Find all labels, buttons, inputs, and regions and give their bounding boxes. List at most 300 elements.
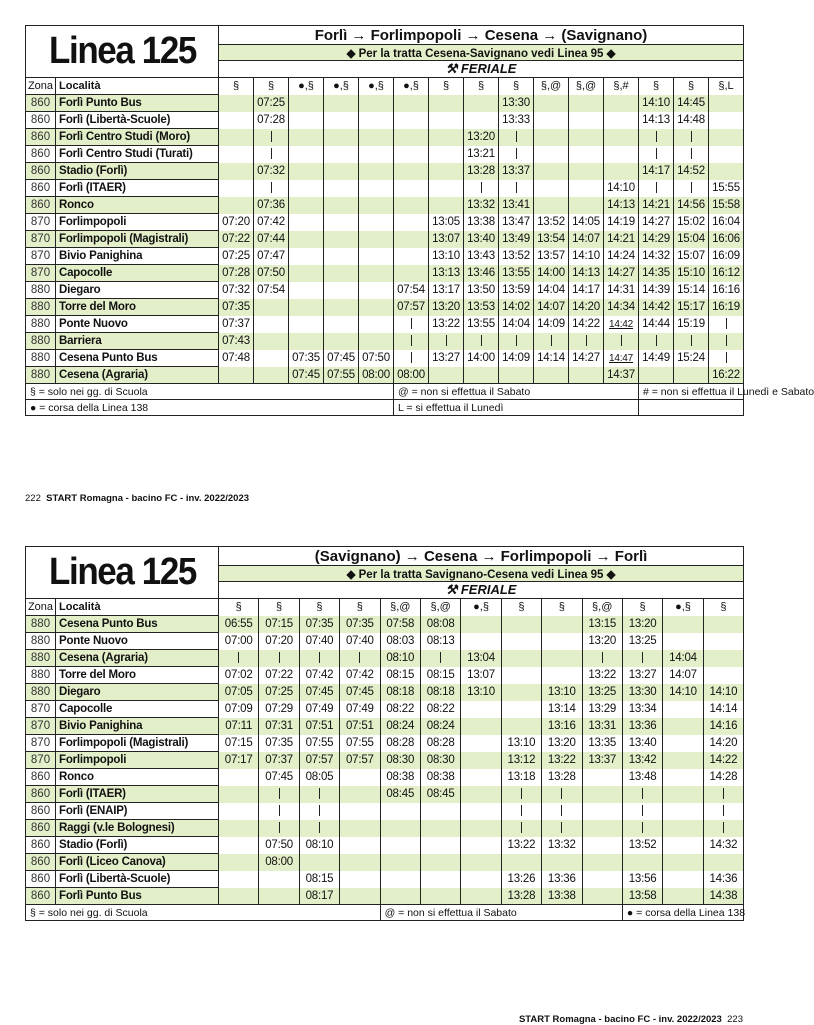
- service-symbol-7: §: [429, 78, 464, 95]
- stop-row: [26, 752, 744, 769]
- departure-time: 14:22: [569, 316, 604, 333]
- service-symbol-11: §: [622, 599, 662, 616]
- empty-cell: [289, 265, 324, 282]
- empty-cell: [219, 163, 254, 180]
- stop-row: [26, 112, 744, 129]
- empty-cell: [394, 214, 429, 231]
- departure-time: 13:40: [622, 735, 662, 752]
- departure-time: 13:07: [429, 231, 464, 248]
- empty-cell: [324, 197, 359, 214]
- empty-cell: [340, 871, 380, 888]
- empty-cell: [289, 316, 324, 333]
- page-number: 222: [25, 493, 41, 504]
- footnote-linea-138: ● = corsa della Linea 138: [26, 400, 394, 416]
- departure-time: 13:16: [542, 718, 582, 735]
- empty-cell: [604, 129, 639, 146]
- empty-cell: [663, 769, 703, 786]
- line-title: Linea 125: [33, 26, 211, 78]
- empty-cell: [429, 180, 464, 197]
- stop-name: Ponte Nuovo: [56, 633, 219, 650]
- stop-row: [26, 95, 744, 112]
- departure-time: 07:51: [340, 718, 380, 735]
- departure-time: 14:05: [569, 214, 604, 231]
- departure-time: 14:07: [569, 231, 604, 248]
- stop-row: [26, 282, 744, 299]
- empty-cell: [380, 837, 420, 854]
- pass-through-bar: [691, 148, 692, 159]
- departure-time: 14:10: [703, 684, 743, 701]
- page-number: 223: [727, 1014, 743, 1025]
- stop-name: Forlì Centro Studi (Turati): [56, 146, 219, 163]
- zona-cell: 860: [26, 854, 56, 871]
- departure-time: 08:38: [380, 769, 420, 786]
- zona-cell: 880: [26, 299, 56, 316]
- zona-cell: 880: [26, 367, 56, 384]
- empty-cell: [534, 180, 569, 197]
- pass-through-marker: [299, 803, 339, 820]
- page-footer-right: [519, 1014, 743, 1025]
- pass-through-marker: [394, 350, 429, 367]
- departure-time: 07:17: [219, 752, 259, 769]
- departure-time: 07:35: [299, 616, 339, 633]
- line-title: Linea 125: [33, 547, 211, 599]
- stop-name: Cesena (Agraria): [56, 367, 219, 384]
- departure-time: 13:13: [429, 265, 464, 282]
- departure-time: 14:04: [534, 282, 569, 299]
- zona-cell: 880: [26, 282, 56, 299]
- stop-name: Forlì (Libertà-Scuole): [56, 871, 219, 888]
- empty-cell: [461, 786, 501, 803]
- empty-cell: [703, 667, 743, 684]
- page-caption: START Romagna - bacino FC - inv. 2022/2023: [518, 1014, 722, 1025]
- departure-time: 14:14: [534, 350, 569, 367]
- departure-time: 08:18: [420, 684, 460, 701]
- empty-cell: [324, 146, 359, 163]
- column-header-row: [26, 599, 744, 616]
- empty-cell: [429, 112, 464, 129]
- localita-header: Località: [56, 599, 219, 616]
- pass-through-bar: [516, 182, 517, 193]
- departure-time: 15:55: [709, 180, 744, 197]
- pass-through-marker: [499, 180, 534, 197]
- pass-through-bar: [521, 822, 522, 833]
- departure-time: 13:21: [464, 146, 499, 163]
- departure-time: 07:54: [394, 282, 429, 299]
- pass-through-bar: [481, 182, 482, 193]
- departure-time: 15:58: [709, 197, 744, 214]
- departure-time: 14:24: [604, 248, 639, 265]
- stop-name: Capocolle: [56, 701, 219, 718]
- empty-cell: [324, 265, 359, 282]
- departure-time: 13:34: [622, 701, 662, 718]
- stop-row: [26, 316, 744, 333]
- departure-time: 16:19: [709, 299, 744, 316]
- service-symbol-13: §: [703, 599, 743, 616]
- departure-time: 15:04: [674, 231, 709, 248]
- empty-cell: [464, 95, 499, 112]
- day-type-label: ⚒ FERIALE: [219, 582, 744, 599]
- empty-cell: [461, 769, 501, 786]
- departure-time: 13:17: [429, 282, 464, 299]
- empty-cell: [394, 95, 429, 112]
- service-symbol-4: ●,§: [324, 78, 359, 95]
- empty-cell: [501, 667, 541, 684]
- empty-cell: [604, 163, 639, 180]
- departure-time: 07:45: [289, 367, 324, 384]
- departure-time: 14:10: [569, 248, 604, 265]
- empty-cell: [289, 231, 324, 248]
- departure-time: 07:02: [219, 667, 259, 684]
- empty-cell: [663, 735, 703, 752]
- departure-time: 13:41: [499, 197, 534, 214]
- empty-cell: [461, 616, 501, 633]
- stop-row: [26, 265, 744, 282]
- departure-time: 07:15: [219, 735, 259, 752]
- departure-time: 13:07: [461, 667, 501, 684]
- empty-cell: [709, 146, 744, 163]
- departure-time: 08:17: [299, 888, 339, 905]
- pass-through-bar: [723, 805, 724, 816]
- empty-cell: [569, 367, 604, 384]
- departure-time: 14:27: [604, 265, 639, 282]
- empty-cell: [359, 197, 394, 214]
- departure-time: 13:14: [542, 701, 582, 718]
- empty-cell: [569, 95, 604, 112]
- empty-cell: [324, 129, 359, 146]
- departure-time: 07:40: [299, 633, 339, 650]
- departure-time: 14:29: [639, 231, 674, 248]
- pass-through-marker: [254, 129, 289, 146]
- departure-time: 14:04: [663, 650, 703, 667]
- stop-name: Cesena (Agraria): [56, 650, 219, 667]
- pass-through-marker: [254, 180, 289, 197]
- departure-time: 15:07: [674, 248, 709, 265]
- empty-cell: [359, 112, 394, 129]
- departure-time: 07:45: [259, 769, 299, 786]
- departure-time: 13:25: [582, 684, 622, 701]
- departure-time: 13:59: [499, 282, 534, 299]
- departure-time: 13:10: [429, 248, 464, 265]
- zona-cell: 860: [26, 197, 56, 214]
- departure-time: 14:35: [639, 265, 674, 282]
- empty-cell: [420, 888, 460, 905]
- empty-cell: [461, 837, 501, 854]
- service-symbol-2: §: [259, 599, 299, 616]
- departure-time: 15:02: [674, 214, 709, 231]
- pass-through-bar: [440, 652, 441, 663]
- pass-through-bar: [238, 652, 239, 663]
- empty-cell: [359, 129, 394, 146]
- departure-time: 14:42: [639, 299, 674, 316]
- zona-cell: 870: [26, 752, 56, 769]
- empty-cell: [380, 871, 420, 888]
- stop-row: [26, 616, 744, 633]
- day-type-label: ⚒ FERIALE: [219, 61, 744, 78]
- zona-cell: 870: [26, 265, 56, 282]
- service-symbol-14: §: [674, 78, 709, 95]
- stop-row: [26, 299, 744, 316]
- empty-cell: [219, 129, 254, 146]
- pass-through-marker: [259, 650, 299, 667]
- departure-time: 14:27: [639, 214, 674, 231]
- pass-through-bar: [279, 652, 280, 663]
- departure-time: 08:15: [299, 871, 339, 888]
- departure-time: 14:52: [674, 163, 709, 180]
- departure-time: 13:42: [622, 752, 662, 769]
- departure-time: 07:55: [340, 735, 380, 752]
- pass-through-bar: [656, 131, 657, 142]
- empty-cell: [461, 752, 501, 769]
- empty-cell: [359, 299, 394, 316]
- departure-time: 13:10: [501, 735, 541, 752]
- stop-row: [26, 684, 744, 701]
- pass-through-marker: [501, 803, 541, 820]
- empty-cell: [219, 197, 254, 214]
- zona-cell: 880: [26, 650, 56, 667]
- departure-time: 07:54: [254, 282, 289, 299]
- departure-time: 08:24: [420, 718, 460, 735]
- departure-time: 07:35: [340, 616, 380, 633]
- departure-time: 13:27: [622, 667, 662, 684]
- empty-cell: [639, 367, 674, 384]
- empty-cell: [359, 316, 394, 333]
- empty-cell: [324, 112, 359, 129]
- route-heading: (Savignano) → Cesena → Forlimpopoli → Forlì: [219, 547, 744, 566]
- departure-time: 07:57: [299, 752, 339, 769]
- stop-row: [26, 650, 744, 667]
- departure-time: 14:36: [703, 871, 743, 888]
- empty-cell: [499, 367, 534, 384]
- zona-cell: 860: [26, 163, 56, 180]
- departure-time: 14:49: [639, 350, 674, 367]
- empty-cell: [663, 701, 703, 718]
- pass-through-marker: [259, 820, 299, 837]
- empty-cell: [663, 803, 703, 820]
- zona-cell: 860: [26, 837, 56, 854]
- pass-through-marker: [259, 786, 299, 803]
- empty-cell: [501, 684, 541, 701]
- departure-time: 13:40: [464, 231, 499, 248]
- departure-time: 13:48: [622, 769, 662, 786]
- empty-cell: [299, 854, 339, 871]
- pass-through-bar: [521, 805, 522, 816]
- departure-time: 13:52: [534, 214, 569, 231]
- pass-through-bar: [271, 131, 272, 142]
- departure-time: 07:45: [340, 684, 380, 701]
- stop-row: [26, 163, 744, 180]
- stop-name: Raggi (v.le Bolognesi): [56, 820, 219, 837]
- stop-name: Forlì (ENAIP): [56, 803, 219, 820]
- empty-cell: [380, 854, 420, 871]
- departure-time: 07:00: [219, 633, 259, 650]
- empty-cell: [254, 316, 289, 333]
- pass-through-marker: [219, 650, 259, 667]
- pass-through-marker: [604, 333, 639, 350]
- departure-time: 08:24: [380, 718, 420, 735]
- empty-cell: [289, 299, 324, 316]
- zona-cell: 860: [26, 95, 56, 112]
- empty-cell: [429, 95, 464, 112]
- empty-cell: [461, 871, 501, 888]
- pass-through-bar: [516, 131, 517, 142]
- empty-cell: [501, 616, 541, 633]
- pass-through-bar: [411, 318, 412, 329]
- pass-through-marker: [674, 129, 709, 146]
- stop-row: [26, 718, 744, 735]
- empty-cell: [289, 95, 324, 112]
- departure-time: 07:50: [359, 350, 394, 367]
- stop-row: [26, 350, 744, 367]
- empty-cell: [340, 769, 380, 786]
- departure-time: 14:37: [604, 367, 639, 384]
- empty-cell: [324, 316, 359, 333]
- departure-time: 14:10: [639, 95, 674, 112]
- empty-cell: [254, 350, 289, 367]
- departure-time: 08:30: [380, 752, 420, 769]
- empty-cell: [324, 282, 359, 299]
- departure-time: 13:55: [499, 265, 534, 282]
- departure-time: 13:54: [534, 231, 569, 248]
- empty-cell: [219, 112, 254, 129]
- pass-through-bar: [656, 335, 657, 346]
- zona-cell: 860: [26, 146, 56, 163]
- empty-cell: [461, 803, 501, 820]
- stop-row: [26, 367, 744, 384]
- departure-time: 07:57: [340, 752, 380, 769]
- departure-time: 13:28: [542, 769, 582, 786]
- empty-cell: [219, 769, 259, 786]
- departure-time: 14:17: [569, 282, 604, 299]
- empty-cell: [534, 197, 569, 214]
- departure-time: 14:27: [569, 350, 604, 367]
- empty-cell: [394, 180, 429, 197]
- departure-time: 13:28: [501, 888, 541, 905]
- departure-time: 15:24: [674, 350, 709, 367]
- pass-through-bar: [271, 148, 272, 159]
- service-symbol-6: §,@: [420, 599, 460, 616]
- empty-cell: [663, 633, 703, 650]
- departure-time: 14:17: [639, 163, 674, 180]
- departure-time: 08:38: [420, 769, 460, 786]
- stop-name: Torre del Moro: [56, 299, 219, 316]
- service-symbol-6: ●,§: [394, 78, 429, 95]
- empty-cell: [254, 299, 289, 316]
- empty-cell: [254, 367, 289, 384]
- departure-time: 13:33: [499, 112, 534, 129]
- departure-time: 14:13: [569, 265, 604, 282]
- pass-through-marker: [429, 333, 464, 350]
- departure-time: 13:50: [464, 282, 499, 299]
- zona-cell: 860: [26, 820, 56, 837]
- departure-time: 13:32: [464, 197, 499, 214]
- departure-time: 13:37: [499, 163, 534, 180]
- departure-time: 07:36: [254, 197, 289, 214]
- pass-through-bar: [551, 335, 552, 346]
- departure-time: 16:04: [709, 214, 744, 231]
- empty-cell: [340, 786, 380, 803]
- departure-time: 14:09: [499, 350, 534, 367]
- empty-cell: [359, 282, 394, 299]
- empty-cell: [219, 95, 254, 112]
- departure-time: 07:50: [254, 265, 289, 282]
- empty-cell: [582, 820, 622, 837]
- column-header-row: [26, 78, 744, 95]
- stop-name: Diegaro: [56, 684, 219, 701]
- pass-through-marker: [299, 786, 339, 803]
- departure-time: 13:38: [464, 214, 499, 231]
- empty-cell: [324, 299, 359, 316]
- empty-cell: [569, 146, 604, 163]
- empty-cell: [604, 112, 639, 129]
- empty-cell: [709, 95, 744, 112]
- departure-time: 07:42: [340, 667, 380, 684]
- timetable-forli-to-cesena: [25, 25, 814, 416]
- service-symbol-1: §: [219, 78, 254, 95]
- departure-time: 15:17: [674, 299, 709, 316]
- pass-through-bar: [723, 822, 724, 833]
- zona-cell: 870: [26, 248, 56, 265]
- pass-through-marker: [622, 786, 662, 803]
- empty-cell: [663, 752, 703, 769]
- departure-time: 13:49: [499, 231, 534, 248]
- departure-time: 15:19: [674, 316, 709, 333]
- pass-through-bar: [691, 182, 692, 193]
- empty-cell: [461, 701, 501, 718]
- service-symbol-2: §: [254, 78, 289, 95]
- empty-cell: [582, 769, 622, 786]
- empty-cell: [359, 214, 394, 231]
- departure-time: 07:44: [254, 231, 289, 248]
- pass-through-bar: [279, 788, 280, 799]
- departure-time: 07:55: [299, 735, 339, 752]
- empty-cell: [501, 650, 541, 667]
- departure-time: 07:45: [299, 684, 339, 701]
- departure-time: 07:42: [254, 214, 289, 231]
- service-symbol-3: ●,§: [289, 78, 324, 95]
- empty-cell: [569, 163, 604, 180]
- empty-cell: [663, 616, 703, 633]
- empty-cell: [663, 837, 703, 854]
- departure-time: 14:32: [703, 837, 743, 854]
- empty-cell: [394, 231, 429, 248]
- zona-header: Zona: [26, 78, 56, 95]
- stop-row: [26, 803, 744, 820]
- pass-through-bar: [723, 788, 724, 799]
- pass-through-bar: [279, 822, 280, 833]
- stop-name: Bivio Panighina: [56, 248, 219, 265]
- pass-through-marker: [542, 820, 582, 837]
- pass-through-bar: [642, 652, 643, 663]
- empty-cell: [340, 888, 380, 905]
- departure-time: 16:22: [709, 367, 744, 384]
- empty-cell: [542, 616, 582, 633]
- departure-time: 14:20: [569, 299, 604, 316]
- pass-through-bar: [656, 182, 657, 193]
- departure-time: 14:39: [639, 282, 674, 299]
- empty-cell: [324, 95, 359, 112]
- departure-time: 08:30: [420, 752, 460, 769]
- empty-cell: [582, 871, 622, 888]
- departure-time: 07:47: [254, 248, 289, 265]
- empty-cell: [359, 333, 394, 350]
- departure-time: 07:48: [219, 350, 254, 367]
- empty-cell: [420, 854, 460, 871]
- service-symbol-9: §: [499, 78, 534, 95]
- empty-cell: [259, 871, 299, 888]
- footnote-scuola: § = solo nei gg. di Scuola: [26, 905, 381, 921]
- service-symbol-4: §: [340, 599, 380, 616]
- pass-through-marker: [582, 650, 622, 667]
